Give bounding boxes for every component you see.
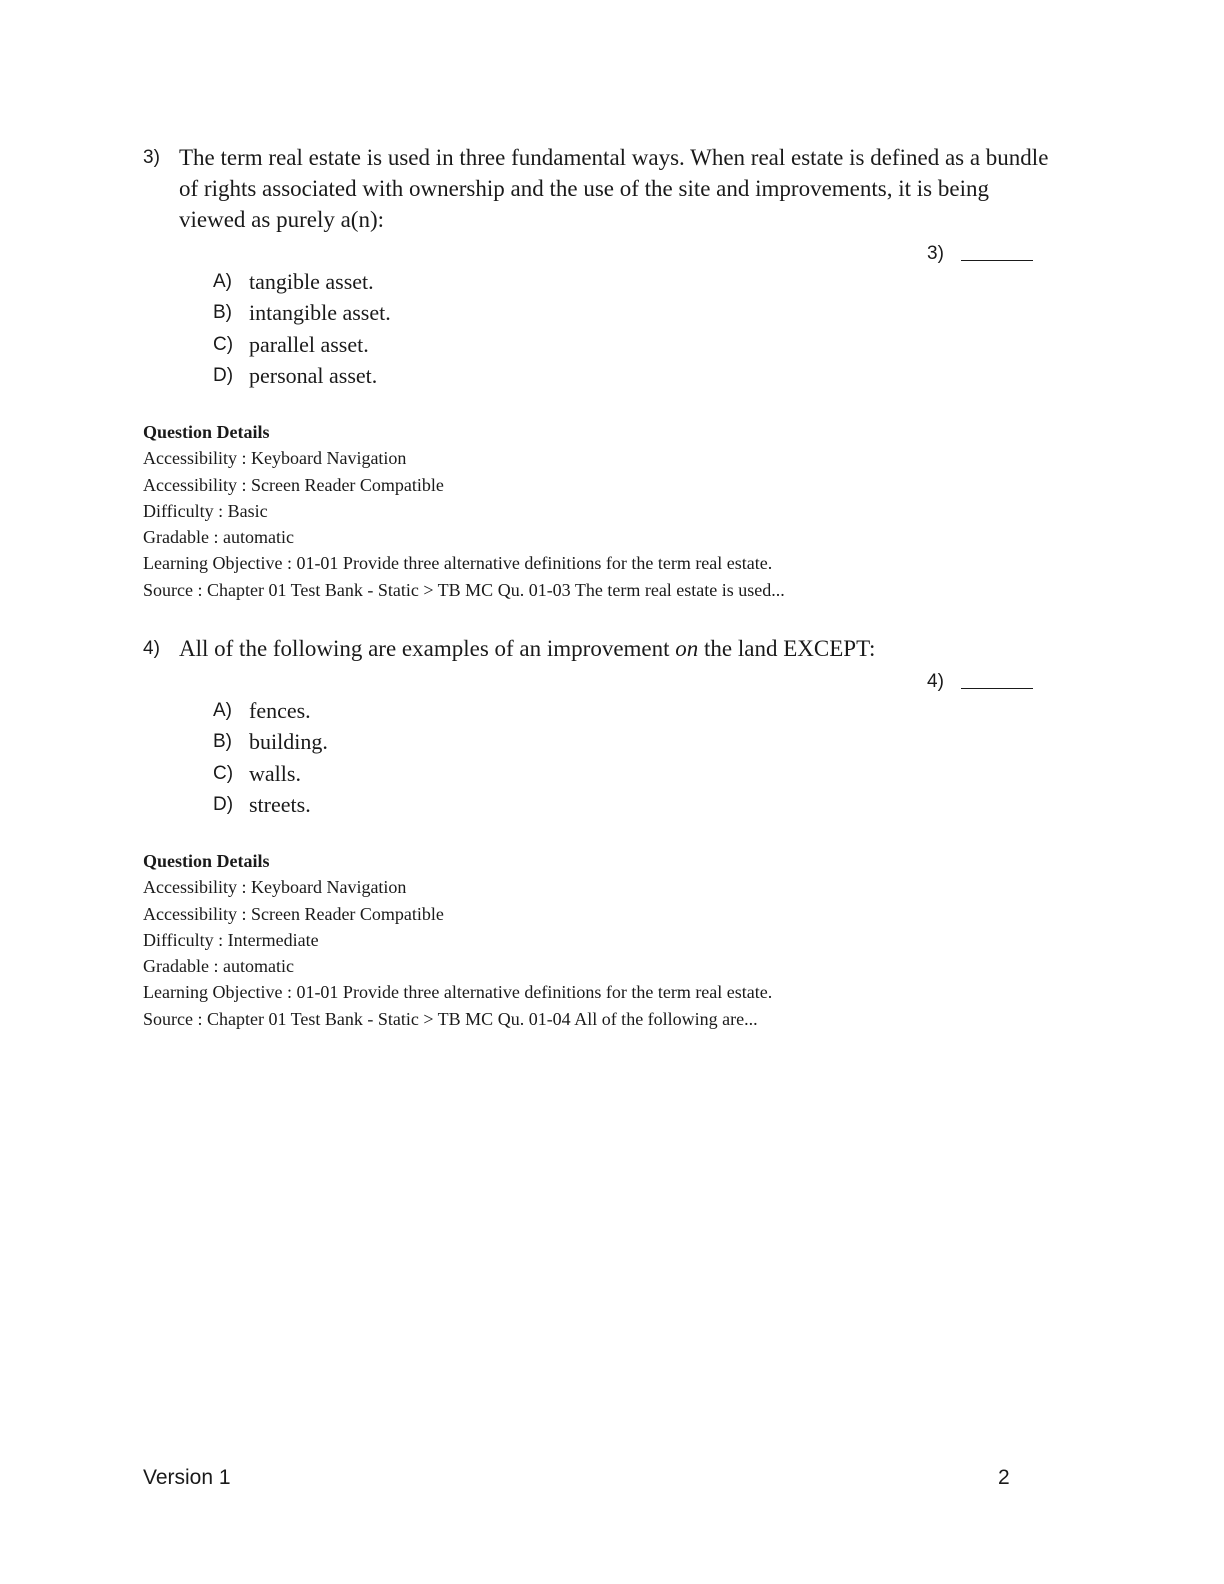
detail-line: Difficulty : Intermediate [143,929,319,950]
question-text-emphasis: on [675,636,699,661]
detail-line: Difficulty : Basic [143,500,268,521]
option-text: fences. [249,697,311,723]
option [213,727,328,759]
option-text: tangible asset. [249,268,374,294]
option-letter: C) [213,762,234,784]
option-text: intangible asset. [249,300,391,326]
detail-line: Accessibility : Keyboard Navigation [143,877,407,898]
option-text: personal asset. [249,363,378,389]
detail-line: Source : Chapter 01 Test Bank - Static > TB MC Qu. 01-04 All of the following are... [143,1008,758,1029]
option-text: parallel asset. [249,331,369,357]
option-text: building. [249,729,328,755]
options-list [213,695,328,821]
question-details [143,848,772,1032]
detail-line: Accessibility : Screen Reader Compatible [143,474,444,495]
option [213,695,328,727]
detail-line: Accessibility : Screen Reader Compatible [143,903,444,924]
footer-version: Version 1 [143,1466,231,1489]
option-text: streets. [249,792,311,818]
option-letter: D) [213,794,234,816]
option-letter: D) [213,365,234,387]
option-text: walls. [249,760,301,786]
question-number: 4) [143,638,160,659]
option [213,266,391,298]
detail-line: Gradable : automatic [143,527,294,548]
options-list [213,266,391,392]
option-letter: B) [213,731,232,753]
answer-line [961,688,1033,689]
option [213,298,391,330]
option [213,329,391,361]
question-number: 3) [143,147,160,168]
option [213,361,391,393]
detail-line: Source : Chapter 01 Test Bank - Static > TB MC Qu. 01-03 The term real estate is used... [143,579,785,600]
answer-line [961,260,1033,261]
details-title: Question Details [143,422,270,442]
question-details [143,419,785,603]
detail-line: Accessibility : Keyboard Navigation [143,448,407,469]
option-letter: A) [213,270,232,292]
question-text-after: the land EXCEPT: [698,636,876,661]
option-letter: C) [213,333,234,355]
answer-number: 4) [927,671,944,692]
question-text: The term real estate is used in three fundamental ways. When real estate is defined as a bundle of rights associated with ownership and the use of the site and improvements, it is being viewed as purely a(n): [179,145,1049,232]
question-text [179,633,1059,664]
answer-blank [927,669,1033,693]
option-letter: B) [213,302,232,324]
answer-blank [927,241,1033,265]
detail-line: Learning Objective : 01-01 Provide three alternative definitions for the term real estate. [143,553,773,574]
option [213,790,328,822]
option [213,758,328,790]
footer-page-number: 2 [998,1466,1010,1489]
detail-line: Gradable : automatic [143,956,294,977]
question-text-before: All of the following are examples of an improvement [179,636,676,661]
detail-line: Learning Objective : 01-01 Provide three alternative definitions for the term real estate. [143,982,773,1003]
answer-number: 3) [927,243,944,264]
option-letter: A) [213,699,232,721]
details-title: Question Details [143,851,270,871]
